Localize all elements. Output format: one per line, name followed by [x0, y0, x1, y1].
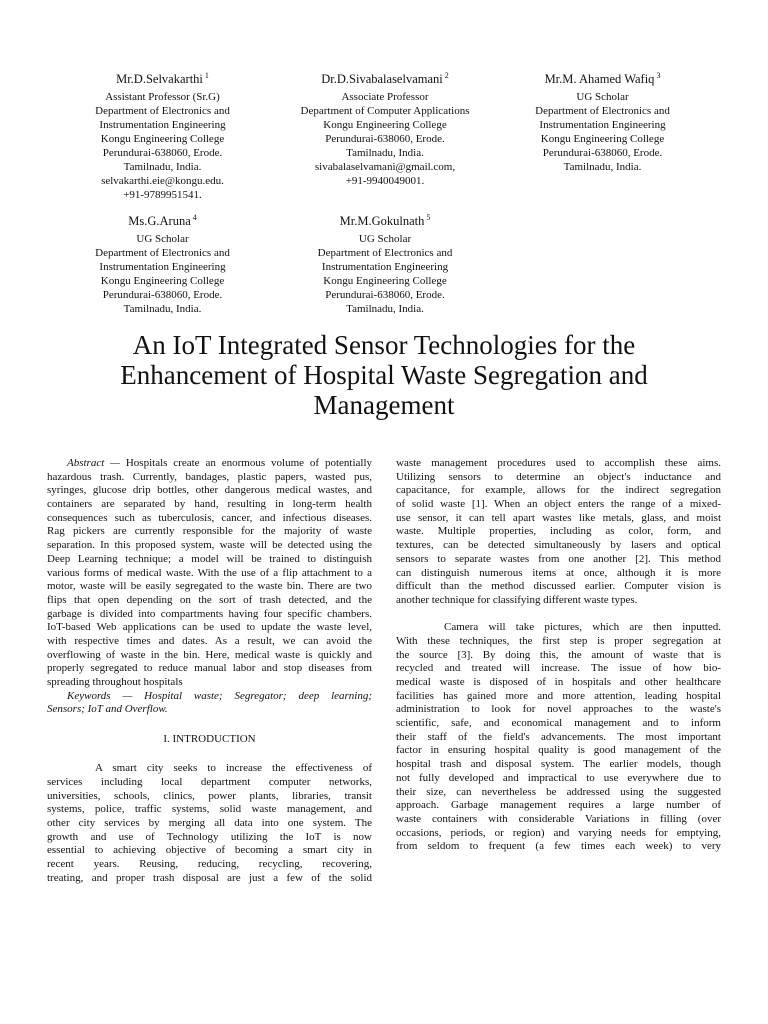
body-line: their staff of the field's advancements. The most important [396, 730, 721, 743]
abstract-line: Abstract — Hospitals create an enormous volume of potentially [67, 457, 372, 469]
author-line: UG Scholar [358, 233, 412, 245]
intro-line: universities, schools, clinics, power plants, libraries, transit [47, 789, 372, 802]
abstract-label: Abstract — [67, 457, 120, 469]
body-line: occasions, periods, or region) and varying needs for emptying, [396, 826, 721, 839]
author-block-2 [280, 72, 490, 188]
title-line: An IoT Integrated Sensor Technologies for the [132, 330, 636, 360]
author-name: Mr.D.Selvakarthi $^1$ [116, 71, 209, 86]
abstract-line: containers are separated by hand, resulting in long-term health [47, 498, 372, 511]
body-line: not fully developed and impractical to use everywhere due to [396, 771, 721, 784]
author-line: Perundurai-638060, Erode. [325, 133, 445, 145]
body-line: the source [3]. By doing this, the amount of waste that is [396, 648, 721, 661]
body-line: waste containers with considerable Variations in filling (over [396, 812, 721, 825]
abstract-line: flips that open depending on the sort of trash detected, and the [47, 593, 372, 606]
body-line: difficult than the method discussed earlier. Computer vision is [396, 580, 721, 593]
author-line: Tamilnadu, India. [123, 161, 202, 173]
intro-line: essential to achieving objective of becoming a smart city in [47, 844, 372, 857]
body-line: Utilizing sensors to determine an object's inductance and [396, 470, 721, 483]
body-line: facilities has gained more and more attention, leading hospital [396, 689, 721, 702]
author-line: Kongu Engineering College [323, 275, 447, 287]
author-line: Perundurai-638060, Erode. [542, 147, 663, 159]
author-line: Kongu Engineering College [323, 119, 447, 131]
author-block-1 [60, 72, 265, 202]
body-line: their size, can nevertheless be addressed using the suggested [396, 785, 721, 798]
author-line: Tamilnadu, India. [123, 303, 202, 315]
abstract-line: Rag pickers are currently responsible for the majority of waste [47, 525, 372, 538]
author-line: Associate Professor [341, 91, 429, 103]
abstract-line: various forms of medical waste. With the use of a flip attachment to a [47, 566, 372, 579]
author-name: Mr.M. Ahamed Wafiq $^3$ [544, 71, 661, 86]
intro-line: treating, and proper trash disposal are just a few of the solid [47, 871, 372, 884]
abstract-line: properly segregated to reduce manual labor and stop diseases from [47, 662, 372, 675]
author-block-4 [60, 214, 265, 316]
abstract-line: garbage is divided into compartments having four specific chambers. [47, 607, 372, 620]
abstract-line: motor, waste will be easily segregated to the waste bin. There are two [47, 580, 372, 593]
abstract-line: overflowing of waste in the bin. Here, medical waste is quickly and [47, 648, 372, 661]
author-line: Tamilnadu, India. [346, 147, 424, 159]
author-block-5 [280, 214, 490, 316]
body-line: another technique for classifying different waste types. [396, 593, 638, 606]
author-line: Department of Electronics and [95, 247, 230, 259]
abstract-line: IoT-based Web applications can be used to update the waste level, [47, 621, 372, 634]
body-line: hospital trash and disposal system. The earlier models, though [396, 758, 721, 771]
abstract-line: separation. In this proposed system, waste will be detected using the [47, 539, 372, 552]
body-line: approach. Garbage management requires a large number of [396, 799, 721, 812]
title-line: Management [313, 390, 455, 420]
body-line: scientific, safe, and economical management and to inform [396, 717, 721, 730]
body-line: medical waste is disposed of in hospitals and other healthcare [396, 676, 721, 688]
author-line: Tamilnadu, India. [563, 161, 642, 173]
author-line: Department of Electronics and [95, 105, 230, 117]
abstract-line: with respective times and dates. As a result, we can avoid the [47, 634, 372, 647]
author-email: sivabalaselvamani@gmail.com, [314, 161, 456, 173]
author-line: Perundurai-638060, Erode. [102, 289, 223, 301]
author-line: Instrumentation Engineering [99, 261, 226, 273]
body-line: With these techniques, the first step is proper segregation at [396, 634, 721, 647]
body-line: waste. Multiple properties, including as color, form, and [396, 525, 721, 538]
title-line: Enhancement of Hospital Waste Segregation and [120, 360, 648, 390]
author-phone: +91-9789951541. [123, 189, 202, 201]
body-line: waste management procedures used to accomplish these aims. [396, 457, 721, 469]
intro-line: A smart city seeks to increase the effectiveness of [95, 762, 372, 775]
keywords-label: Keywords — [67, 689, 133, 702]
author-line: Instrumentation Engineering [99, 119, 226, 131]
abstract-line: syringes, glucose drip bottles, other dangerous medical wastes, and [47, 484, 372, 497]
author-line: Kongu Engineering College [100, 275, 225, 287]
body-line: administration to look for novel approaches to the waste's [396, 703, 721, 716]
author-line: Instrumentation Engineering [539, 119, 666, 131]
intro-line: systems, police, traffic systems, solid waste management, and [47, 803, 372, 816]
author-line: Department of Computer Applications [300, 105, 470, 117]
abstract-line: consequences such as tuberculosis, cancer, and infectious diseases. [47, 511, 372, 524]
author-phone: +91-9940049001. [345, 175, 425, 187]
author-line: Kongu Engineering College [540, 133, 665, 145]
keywords-line: Keywords — Hospital waste; Segregator; deep learning; [67, 689, 373, 702]
right-column [396, 457, 721, 854]
abstract-line: hazardous trash. Currently, bandages, plastic papers, wasted pus, [47, 470, 372, 483]
left-column [47, 457, 372, 885]
body-line: capacitance, for example, allows for the indirect segregation [396, 484, 721, 497]
body-line: of solid waste [1]. When an object enters the range of a mixed- [396, 498, 721, 511]
body-line: use sensor, it can tell apart wastes like metals, glass, and moist [396, 511, 721, 524]
paper-title [40, 330, 728, 420]
abstract-line: Deep Learning technique; a model will be trained to distinguish [47, 552, 372, 565]
author-name: Mr.M.Gokulnath $^5$ [339, 213, 431, 228]
author-email: selvakarthi.eie@kongu.edu. [101, 175, 224, 187]
author-line: Department of Electronics and [317, 247, 453, 259]
intro-line: recent years. Reusing, reducing, recycling, recovering, [47, 857, 372, 870]
body-line: factor in ensuring hospital quality is good management of the [396, 744, 721, 757]
body-line: recycled and treated will increase. The issue of how bio- [396, 662, 721, 675]
author-line: Department of Electronics and [535, 105, 670, 117]
author-name: Ms.G.Aruna $^4$ [128, 213, 197, 228]
author-name: Dr.D.Sivabalaselvamani $^2$ [321, 71, 449, 86]
body-line: from seldom to frequent (a few times each week) to very [396, 840, 721, 853]
author-line: Perundurai-638060, Erode. [102, 147, 223, 159]
body-line: Camera will take pictures, which are then inputted. [444, 621, 721, 634]
author-line: Assistant Professor (Sr.G) [105, 91, 220, 103]
intro-line: growth and use of Technology utilizing the IoT is now [47, 830, 372, 843]
author-line: Tamilnadu, India. [346, 303, 424, 315]
body-line: sensors to separate wastes from one another [2]. This method [396, 552, 721, 565]
author-line: Perundurai-638060, Erode. [325, 289, 445, 301]
intro-line: services including local department computer networks, [47, 775, 372, 788]
body-line: can distinguish numerous items at once, although it is more [396, 566, 721, 579]
author-line: UG Scholar [136, 233, 189, 245]
intro-line: other city services by merging all data into one system. The [47, 816, 372, 829]
keywords-line: Sensors; IoT and Overflow. [47, 703, 168, 716]
author-block-3 [500, 72, 705, 174]
body-line: textures, can be detected simultaneously by lasers and optical [396, 539, 721, 552]
author-line: UG Scholar [576, 91, 629, 103]
author-line: Kongu Engineering College [100, 133, 225, 145]
author-line: Instrumentation Engineering [321, 261, 449, 273]
section-heading-introduction: I. INTRODUCTION [163, 732, 256, 745]
abstract-line: spreading throughout hospitals [47, 676, 183, 688]
